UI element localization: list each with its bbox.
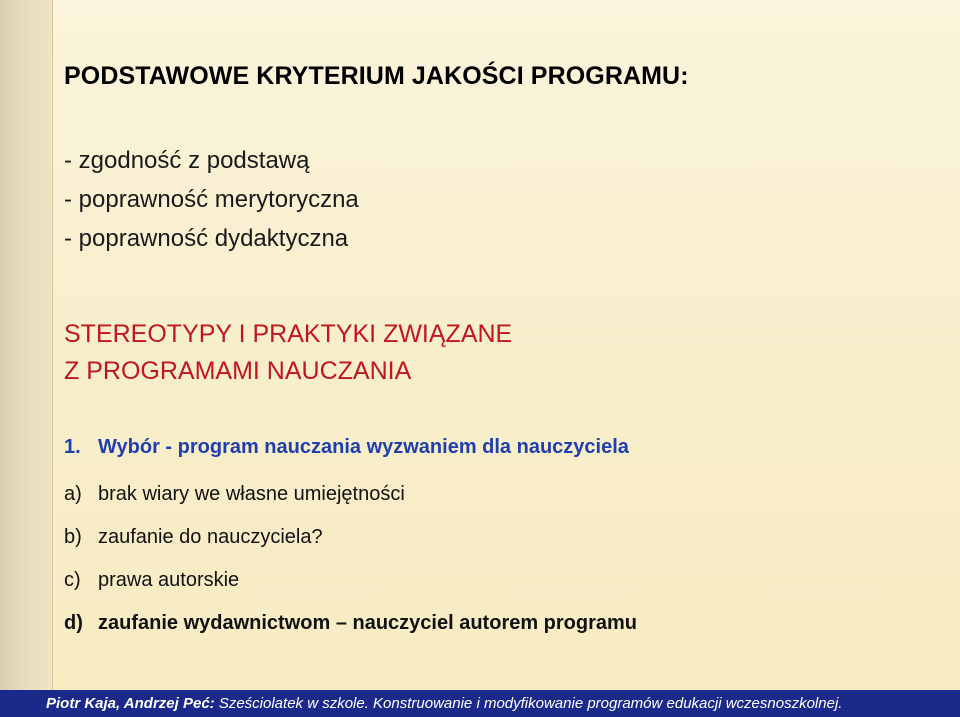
numbered-item-number: 1. [64,436,81,458]
criteria-item: - poprawność merytoryczna [64,186,359,213]
sub-item-text: prawa autorskie [98,569,240,591]
stereotypes-heading-line2: Z PROGRAMAMI NAUCZANIA [64,357,412,385]
sub-item-text: zaufanie do nauczyciela? [98,526,323,548]
footer-bar [0,690,960,717]
sub-item-text: zaufanie wydawnictwom – nauczyciel autorem programu [98,612,638,634]
footer-work-title: Sześciolatek w szkole. Konstruowanie i modyfikowanie programów edukacji wczesnoszkolnej. [214,695,843,712]
sub-item [64,566,637,609]
sub-item [64,480,637,523]
sub-item-text: brak wiary we własne umiejętności [98,483,405,505]
slide-title: PODSTAWOWE KRYTERIUM JAKOŚCI PROGRAMU: [64,62,689,90]
stereotypes-heading-line1: STEREOTYPY I PRAKTYKI ZWIĄZANE [64,320,513,348]
footer-authors: Piotr Kaja, Andrzej Peć: [46,695,215,712]
sub-item-marker: d) [64,612,83,634]
footer-text [0,690,960,717]
sub-item [64,609,637,652]
criteria-list [64,143,359,260]
criteria-item: - zgodność z podstawą [64,147,310,174]
sub-item-marker: c) [64,569,81,591]
sub-item-marker: a) [64,483,82,505]
numbered-item-text: Wybór - program nauczania wyzwaniem dla nauczyciela [98,436,629,458]
numbered-item [64,436,629,459]
left-decorative-band [0,0,53,690]
stereotypes-heading [64,316,512,390]
sub-item [64,523,637,566]
sub-item-marker: b) [64,526,82,548]
criteria-item: - poprawność dydaktyczna [64,225,349,252]
sub-items-list [64,480,637,652]
